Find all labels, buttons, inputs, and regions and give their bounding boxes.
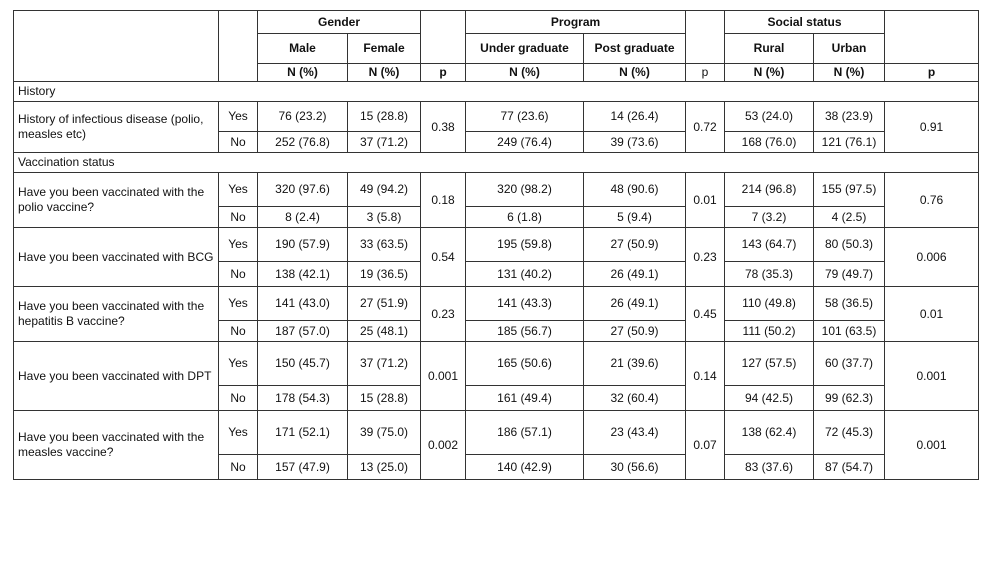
answer-yes: Yes <box>219 287 258 321</box>
postgraduate-value: 39 (73.6) <box>584 132 686 153</box>
section-history-label: History <box>14 82 979 102</box>
postgraduate-value: 26 (49.1) <box>584 262 686 287</box>
table-row <box>14 102 979 132</box>
male-value: 141 (43.0) <box>258 287 348 321</box>
header-male: Male <box>258 34 348 64</box>
postgraduate-value: 48 (90.6) <box>584 173 686 207</box>
answer-yes: Yes <box>219 173 258 207</box>
header-postgraduate: Post graduate <box>584 34 686 64</box>
postgraduate-value: 26 (49.1) <box>584 287 686 321</box>
female-value: 33 (63.5) <box>348 228 421 262</box>
header-n-pct: N (%) <box>348 64 421 82</box>
header-p-program: p <box>686 64 725 82</box>
section-vaccination-label: Vaccination status <box>14 153 979 173</box>
female-value: 37 (71.2) <box>348 342 421 386</box>
undergraduate-value: 320 (98.2) <box>466 173 584 207</box>
p-gender-value: 0.002 <box>421 411 466 480</box>
answer-no: No <box>219 321 258 342</box>
header-rural: Rural <box>725 34 814 64</box>
undergraduate-value: 141 (43.3) <box>466 287 584 321</box>
female-value: 49 (94.2) <box>348 173 421 207</box>
header-program: Program <box>466 11 686 34</box>
rural-value: 127 (57.5) <box>725 342 814 386</box>
postgraduate-value: 5 (9.4) <box>584 207 686 228</box>
postgraduate-value: 30 (56.6) <box>584 455 686 480</box>
question-cell: Have you been vaccinated with the measles vaccine? <box>14 411 219 480</box>
p-program-value: 0.07 <box>686 411 725 480</box>
p-program-value: 0.23 <box>686 228 725 287</box>
header-n-pct: N (%) <box>584 64 686 82</box>
p-social-value: 0.01 <box>885 287 979 342</box>
female-value: 15 (28.8) <box>348 386 421 411</box>
rural-value: 111 (50.2) <box>725 321 814 342</box>
urban-value: 4 (2.5) <box>814 207 885 228</box>
answer-yes: Yes <box>219 342 258 386</box>
p-gender-value: 0.18 <box>421 173 466 228</box>
header-p-social: p <box>885 64 979 82</box>
undergraduate-value: 165 (50.6) <box>466 342 584 386</box>
p-program-value: 0.72 <box>686 102 725 153</box>
urban-value: 121 (76.1) <box>814 132 885 153</box>
postgraduate-value: 32 (60.4) <box>584 386 686 411</box>
urban-value: 58 (36.5) <box>814 287 885 321</box>
rural-value: 143 (64.7) <box>725 228 814 262</box>
male-value: 157 (47.9) <box>258 455 348 480</box>
urban-value: 99 (62.3) <box>814 386 885 411</box>
answer-no: No <box>219 386 258 411</box>
p-gender-value: 0.54 <box>421 228 466 287</box>
female-value: 13 (25.0) <box>348 455 421 480</box>
header-gap-gender <box>421 11 466 64</box>
female-value: 39 (75.0) <box>348 411 421 455</box>
p-social-value: 0.006 <box>885 228 979 287</box>
rural-value: 138 (62.4) <box>725 411 814 455</box>
urban-value: 72 (45.3) <box>814 411 885 455</box>
header-gender: Gender <box>258 11 421 34</box>
female-value: 27 (51.9) <box>348 287 421 321</box>
rural-value: 7 (3.2) <box>725 207 814 228</box>
rural-value: 168 (76.0) <box>725 132 814 153</box>
answer-yes: Yes <box>219 228 258 262</box>
postgraduate-value: 14 (26.4) <box>584 102 686 132</box>
header-empty-cell <box>219 11 258 82</box>
header-undergraduate: Under graduate <box>466 34 584 64</box>
postgraduate-value: 23 (43.4) <box>584 411 686 455</box>
table-row <box>14 228 979 262</box>
vaccination-table <box>13 10 979 480</box>
urban-value: 80 (50.3) <box>814 228 885 262</box>
header-female: Female <box>348 34 421 64</box>
header-gap-social <box>885 11 979 64</box>
undergraduate-value: 140 (42.9) <box>466 455 584 480</box>
female-value: 3 (5.8) <box>348 207 421 228</box>
rural-value: 83 (37.6) <box>725 455 814 480</box>
table-container <box>13 10 979 480</box>
female-value: 25 (48.1) <box>348 321 421 342</box>
female-value: 15 (28.8) <box>348 102 421 132</box>
urban-value: 87 (54.7) <box>814 455 885 480</box>
p-program-value: 0.45 <box>686 287 725 342</box>
table-row <box>14 411 979 455</box>
header-n-pct: N (%) <box>814 64 885 82</box>
male-value: 187 (57.0) <box>258 321 348 342</box>
rural-value: 110 (49.8) <box>725 287 814 321</box>
header-n-pct: N (%) <box>258 64 348 82</box>
undergraduate-value: 161 (49.4) <box>466 386 584 411</box>
header-gap-program <box>686 11 725 64</box>
postgraduate-value: 21 (39.6) <box>584 342 686 386</box>
urban-value: 60 (37.7) <box>814 342 885 386</box>
question-cell: Have you been vaccinated with BCG <box>14 228 219 287</box>
p-social-value: 0.91 <box>885 102 979 153</box>
urban-value: 79 (49.7) <box>814 262 885 287</box>
question-cell: Have you been vaccinated with the hepatitis B vaccine? <box>14 287 219 342</box>
urban-value: 101 (63.5) <box>814 321 885 342</box>
header-urban: Urban <box>814 34 885 64</box>
urban-value: 38 (23.9) <box>814 102 885 132</box>
female-value: 37 (71.2) <box>348 132 421 153</box>
male-value: 252 (76.8) <box>258 132 348 153</box>
header-social-status: Social status <box>725 11 885 34</box>
undergraduate-value: 131 (40.2) <box>466 262 584 287</box>
undergraduate-value: 186 (57.1) <box>466 411 584 455</box>
male-value: 178 (54.3) <box>258 386 348 411</box>
table-row <box>14 287 979 321</box>
header-empty-cell <box>14 11 219 82</box>
p-program-value: 0.14 <box>686 342 725 411</box>
male-value: 138 (42.1) <box>258 262 348 287</box>
male-value: 190 (57.9) <box>258 228 348 262</box>
section-history <box>14 82 979 102</box>
undergraduate-value: 77 (23.6) <box>466 102 584 132</box>
p-social-value: 0.001 <box>885 342 979 411</box>
question-cell: Have you been vaccinated with DPT <box>14 342 219 411</box>
postgraduate-value: 27 (50.9) <box>584 321 686 342</box>
answer-yes: Yes <box>219 102 258 132</box>
table-row <box>14 342 979 386</box>
p-social-value: 0.001 <box>885 411 979 480</box>
answer-no: No <box>219 455 258 480</box>
p-gender-value: 0.23 <box>421 287 466 342</box>
answer-yes: Yes <box>219 411 258 455</box>
answer-no: No <box>219 207 258 228</box>
table-body <box>14 11 979 480</box>
answer-no: No <box>219 132 258 153</box>
undergraduate-value: 6 (1.8) <box>466 207 584 228</box>
p-program-value: 0.01 <box>686 173 725 228</box>
undergraduate-value: 195 (59.8) <box>466 228 584 262</box>
male-value: 150 (45.7) <box>258 342 348 386</box>
answer-no: No <box>219 262 258 287</box>
undergraduate-value: 249 (76.4) <box>466 132 584 153</box>
rural-value: 214 (96.8) <box>725 173 814 207</box>
header-p-gender: p <box>421 64 466 82</box>
female-value: 19 (36.5) <box>348 262 421 287</box>
table-row <box>14 173 979 207</box>
p-gender-value: 0.001 <box>421 342 466 411</box>
rural-value: 78 (35.3) <box>725 262 814 287</box>
rural-value: 53 (24.0) <box>725 102 814 132</box>
male-value: 8 (2.4) <box>258 207 348 228</box>
male-value: 76 (23.2) <box>258 102 348 132</box>
rural-value: 94 (42.5) <box>725 386 814 411</box>
question-cell: History of infectious disease (polio, measles etc) <box>14 102 219 153</box>
header-row-groups <box>14 11 979 34</box>
postgraduate-value: 27 (50.9) <box>584 228 686 262</box>
section-vaccination <box>14 153 979 173</box>
question-cell: Have you been vaccinated with the polio vaccine? <box>14 173 219 228</box>
undergraduate-value: 185 (56.7) <box>466 321 584 342</box>
header-n-pct: N (%) <box>725 64 814 82</box>
p-gender-value: 0.38 <box>421 102 466 153</box>
p-social-value: 0.76 <box>885 173 979 228</box>
urban-value: 155 (97.5) <box>814 173 885 207</box>
male-value: 320 (97.6) <box>258 173 348 207</box>
header-n-pct: N (%) <box>466 64 584 82</box>
male-value: 171 (52.1) <box>258 411 348 455</box>
